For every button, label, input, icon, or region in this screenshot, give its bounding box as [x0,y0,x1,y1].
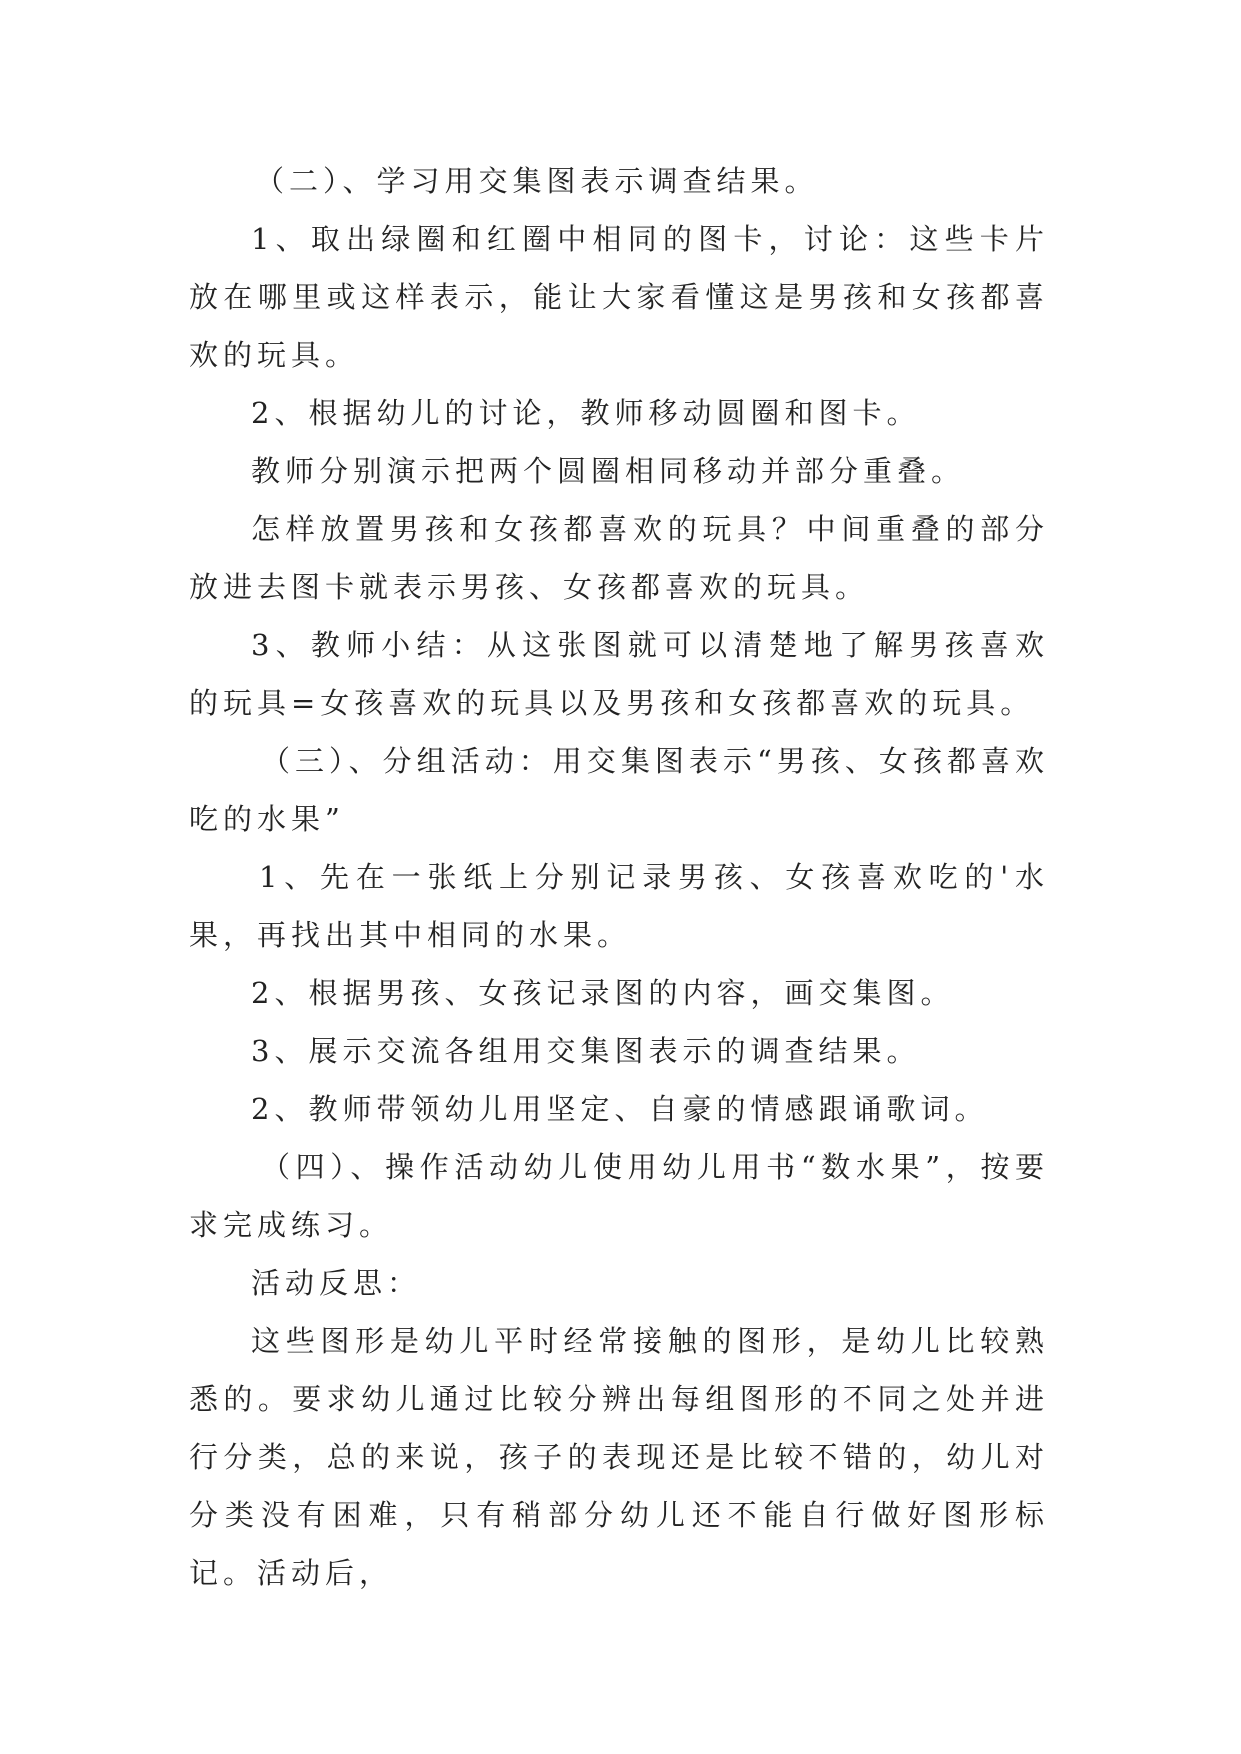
paragraph-summary: 3、教师小结：从这张图就可以清楚地了解男孩喜欢的玩具=女孩喜欢的玩具以及男孩和女孩都喜欢的玩具。 [189,628,1049,720]
section-heading-3: （三）、分组活动：用交集图表示“男孩、女孩都喜欢吃的水果” [189,744,1049,836]
paragraph-step-2: 2、根据幼儿的讨论，教师移动圆圈和图卡。 [251,396,921,430]
reflection-heading: 活动反思： [251,1266,422,1300]
document-body [189,152,1049,1602]
paragraph-lyrics: 2、教师带领幼儿用坚定、自豪的情感跟诵歌词。 [251,1092,989,1126]
paragraph-step-1: 1、取出绿圈和红圈中相同的图卡，讨论：这些卡片放在哪里或这样表示，能让大家看懂这是男孩和女孩都喜欢的玩具。 [189,222,1049,372]
paragraph-group-step-3: 3、展示交流各组用交集图表示的调查结果。 [251,1034,921,1068]
reflection-text: 这些图形是幼儿平时经常接触的图形，是幼儿比较熟悉的。要求幼儿通过比较分辨出每组图形的不同之处并进行分类，总的来说，孩子的表现还是比较不错的，幼儿对分类没有困难，只有稍部分幼儿还不能自行做好图形标记。活动后， [189,1324,1049,1590]
paragraph-question: 怎样放置男孩和女孩都喜欢的玩具？中间重叠的部分放进去图卡就表示男孩、女孩都喜欢的玩具。 [189,512,1049,604]
paragraph-demo: 教师分别演示把两个圆圈相同移动并部分重叠。 [251,454,966,488]
section-heading-4: （四）、操作活动幼儿使用幼儿用书“数水果”，按要求完成练习。 [189,1150,1049,1242]
section-heading-2: （二）、学习用交集图表示调查结果。 [255,164,819,198]
paragraph-group-step-2: 2、根据男孩、女孩记录图的内容，画交集图。 [251,976,955,1010]
paragraph-group-step-1: 1、先在一张纸上分别记录男孩、女孩喜欢吃的'水果，再找出其中相同的水果。 [189,860,1049,952]
